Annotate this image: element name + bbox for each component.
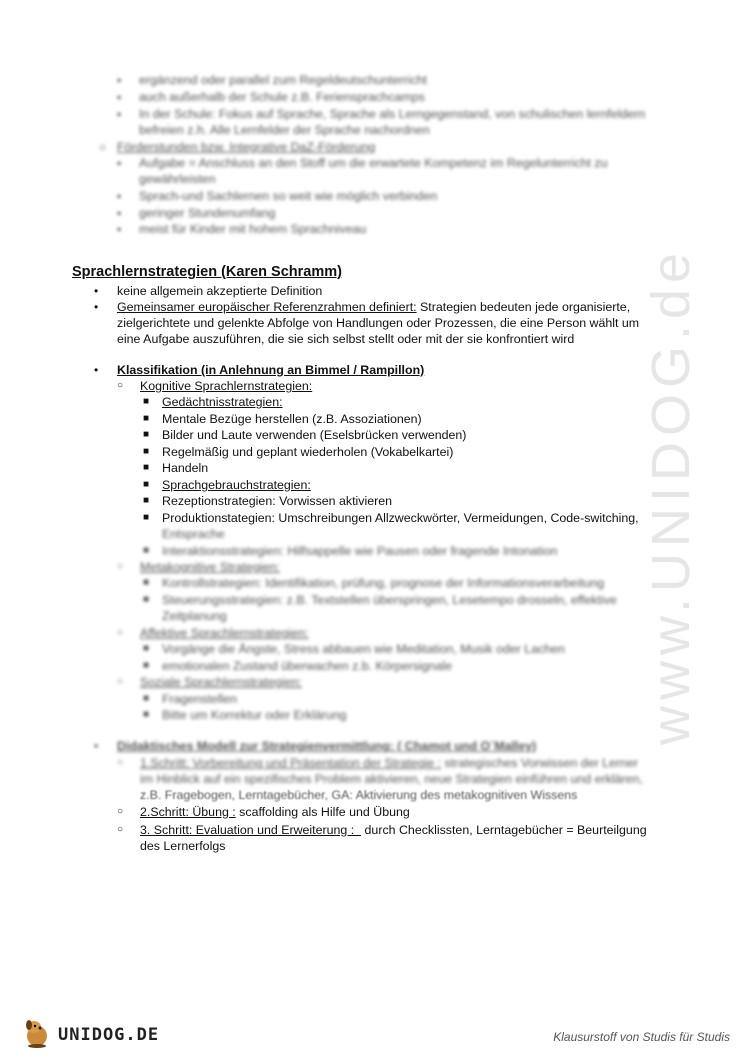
bullet-square: ▪ bbox=[117, 73, 122, 87]
didaktik-title: Didaktisches Modell zur Strategienvermittlung: ( Chamot und O´Malley) bbox=[117, 739, 537, 753]
list-item: emotionalen Zustand überwachen z.b. Körpersignale bbox=[162, 659, 452, 673]
bullet-square: ■ bbox=[143, 545, 150, 556]
list-item: Produktionstategien: Umschreibungen Allzweckwörter, Vermeidungen, Code-switching, bbox=[162, 511, 639, 525]
gedaechtnis-heading: Gedächtnisstrategien: bbox=[162, 395, 283, 409]
watermark: www.UNIDOG.de bbox=[641, 246, 701, 745]
kognitive-heading: Kognitive Sprachlernstrategien: bbox=[140, 379, 313, 393]
referenzrahmen-text: Strategien bedeuten jede organisierte, bbox=[416, 300, 631, 314]
bullet-dot: • bbox=[94, 739, 99, 753]
bullet-dot: • bbox=[94, 284, 99, 298]
bullet-square: ■ bbox=[143, 693, 150, 704]
list-item: Bilder und Laute verwenden (Eselsbrücken verwenden) bbox=[162, 428, 467, 442]
bullet-square: ■ bbox=[143, 413, 150, 424]
list-item: auch außerhalb der Schule z.B. Feriensprachcamps bbox=[139, 90, 425, 104]
step3-label: 3. Schritt: Evaluation und Erweiterung : bbox=[140, 823, 362, 837]
list-item-continuation: z.B. Fragebogen, Lerntagebücher, GA: Aktivierung des metakognitiven Wissens bbox=[140, 788, 578, 802]
bullet-dot: • bbox=[94, 363, 99, 377]
bullet-circle: ○ bbox=[117, 824, 124, 835]
bullet-square: ■ bbox=[143, 512, 150, 523]
list-item: Regelmäßig und geplant wiederholen (Vokabelkartei) bbox=[162, 445, 454, 459]
step2-item bbox=[140, 804, 410, 820]
list-item: meist für Kinder mit hohem Sprachniveau bbox=[139, 222, 367, 236]
bullet-square: ■ bbox=[143, 709, 150, 720]
bullet-square: ■ bbox=[143, 429, 150, 440]
list-item: Kontrollstrategien: Identifikation, prüfung, prognose der Informationsverarbeitung bbox=[162, 576, 605, 590]
list-item-continuation: zielgerichtete und gelenkte Abfolge von Handlungen oder Prozessen, die eine Person wählt um bbox=[117, 316, 640, 330]
list-item: Fragenstellen bbox=[162, 692, 238, 706]
bullet-square: ▪ bbox=[117, 107, 122, 121]
bullet-square: ▪ bbox=[117, 156, 122, 170]
list-item: Sprach-und Sachlernen so weit wie möglich verbinden bbox=[139, 189, 438, 203]
bullet-square: ■ bbox=[143, 479, 150, 490]
affektiv-heading: Affektive Sprachlernstrategien: bbox=[140, 626, 309, 640]
bullet-square: ■ bbox=[143, 446, 150, 457]
bullet-square: ■ bbox=[143, 495, 150, 506]
list-item: befreien z.h. Alle Lernfelder der Sprache nachordnen bbox=[139, 123, 430, 137]
step2-text: scaffolding als Hilfe und Übung bbox=[235, 805, 410, 819]
list-item: geringer Stundenumfang bbox=[139, 206, 276, 220]
list-item: gewährleisten bbox=[139, 172, 216, 186]
footer-logo[interactable] bbox=[22, 1016, 159, 1053]
sozial-heading: Soziale Sprachlernstrategien: bbox=[140, 675, 302, 689]
step1-label: 1.Schritt: Vorbereitung und Präsentation der Strategie : bbox=[140, 756, 441, 770]
bullet-square: ■ bbox=[143, 643, 150, 654]
list-item: Interaktionsstrategien: Hilfsappelle wie Pausen oder fragende Intonation bbox=[162, 544, 558, 558]
bullet-square: ■ bbox=[143, 660, 150, 671]
bullet-circle: ○ bbox=[117, 676, 124, 687]
list-item bbox=[117, 299, 630, 315]
step1-item bbox=[140, 755, 638, 771]
list-item-continuation: eine Aufgabe auszuführen, die sie sich selbst stellt oder mit der sie konfrontiert wird bbox=[117, 332, 575, 346]
bullet-square: ▪ bbox=[117, 222, 122, 236]
bullet-circle: ○ bbox=[117, 627, 124, 638]
list-item: Förderstunden bzw. Integrative DaZ-Förderung bbox=[117, 140, 376, 154]
list-item: Vorgänge die Ängste, Stress abbauen wie Meditation, Musik oder Lachen bbox=[162, 642, 565, 656]
sprachgebrauch-heading: Sprachgebrauchstrategien: bbox=[162, 478, 311, 492]
list-item: Mentale Bezüge herstellen (z.B. Assoziationen) bbox=[162, 412, 422, 426]
bullet-circle: ○ bbox=[117, 806, 124, 817]
list-item: Rezeptionstrategien: Vorwissen aktivieren bbox=[162, 494, 393, 508]
footer-tagline: Klausurstoff von Studis für Studis bbox=[553, 1030, 730, 1044]
bullet-square: ■ bbox=[143, 594, 150, 605]
list-item: ergänzend oder parallel zum Regeldeutschunterricht bbox=[139, 73, 427, 87]
bullet-dot: • bbox=[94, 300, 99, 314]
section-heading: Sprachlernstrategien (Karen Schramm) bbox=[72, 264, 342, 280]
list-item-continuation: im Hinblick auf ein spezifisches Problem aktivieren, neue Strategien einführen und erklären, bbox=[140, 772, 643, 786]
list-item-continuation: Zeitplanung bbox=[162, 609, 227, 623]
bullet-circle: ○ bbox=[117, 757, 124, 768]
step1-text: strategisches Vorwissen der Lerner bbox=[441, 756, 638, 770]
list-item-continuation: des Lernerfolgs bbox=[140, 839, 226, 853]
dog-icon bbox=[22, 1016, 52, 1053]
list-item-continuation: Entsprache bbox=[162, 527, 225, 541]
bullet-square: ▪ bbox=[117, 206, 122, 220]
bullet-square: ■ bbox=[143, 577, 150, 588]
klassifikation-title: Klassifikation (in Anlehnung an Bimmel / Rampillon) bbox=[117, 363, 425, 377]
meta-heading: Metakognitive Strategien: bbox=[140, 560, 280, 574]
bullet-square: ▪ bbox=[117, 189, 122, 203]
bullet-square: ▪ bbox=[117, 90, 122, 104]
step3-item bbox=[140, 822, 647, 838]
list-item: In der Schule: Fokus auf Sprache, Sprache als Lerngegenstand, von schulischen lernfeldern bbox=[139, 107, 646, 121]
list-item: Handeln bbox=[162, 461, 209, 475]
step3-text: durch Checklissten, Lerntagebücher = Beurteilgung bbox=[361, 823, 647, 837]
bullet-circle: ○ bbox=[99, 140, 107, 154]
step2-label: 2.Schritt: Übung : bbox=[140, 805, 236, 819]
bullet-circle: ○ bbox=[117, 380, 124, 391]
referenzrahmen-label: Gemeinsamer europäischer Referenzrahmen definiert: bbox=[117, 300, 417, 314]
bullet-circle: ○ bbox=[117, 561, 124, 572]
list-item: Steuerungsstrategien: z.B. Textstellen überspringen, Lesetempo drosseln, effektive bbox=[162, 593, 617, 607]
list-item: keine allgemein akzeptierte Definition bbox=[117, 284, 323, 298]
bullet-square: ■ bbox=[143, 462, 150, 473]
logo-text: UNIDOG.DE bbox=[58, 1024, 160, 1045]
bullet-square: ■ bbox=[143, 396, 150, 407]
list-item: Bitte um Korrektur oder Erklärung bbox=[162, 708, 347, 722]
list-item: Aufgabe = Anschluss an den Stoff um die erwartete Kompetenz im Regelunterricht zu bbox=[139, 156, 608, 170]
